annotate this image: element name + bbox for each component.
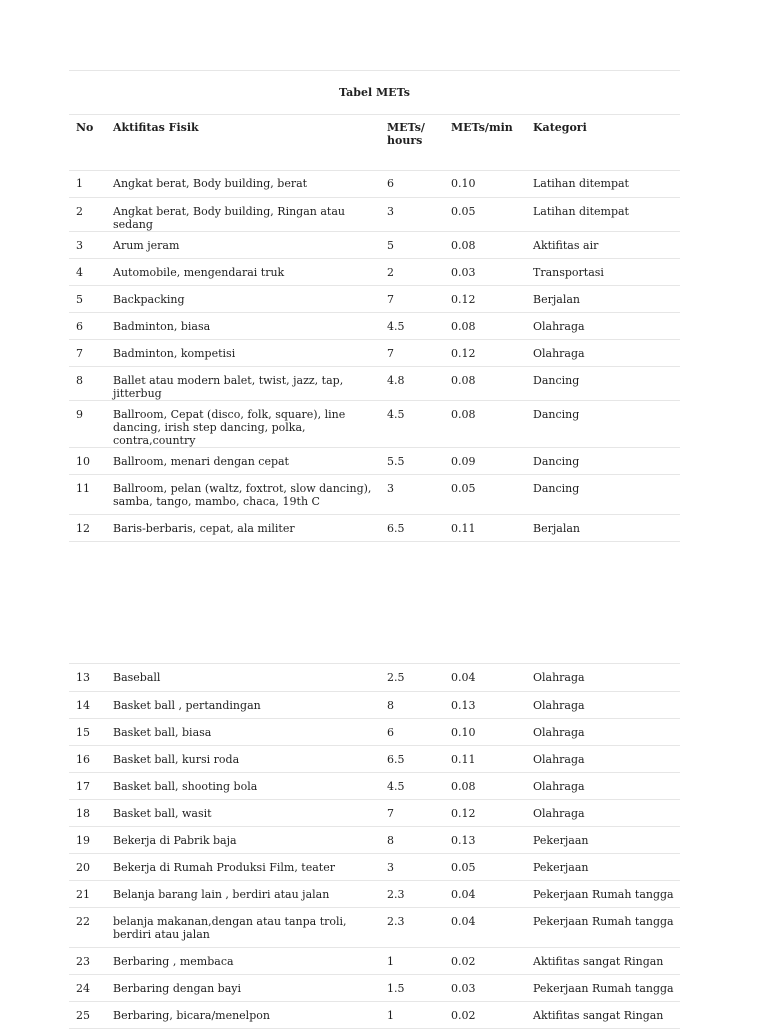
- category-name-cell: [533, 745, 680, 772]
- row-number: 9: [76, 407, 83, 421]
- row-number-cell: [69, 366, 113, 400]
- row-number: 11: [76, 481, 90, 495]
- table-title: Tabel METs: [69, 70, 680, 115]
- activity-name-cell: [113, 197, 387, 231]
- category-name: Dancing: [533, 373, 580, 387]
- category-name: Pekerjaan: [533, 860, 589, 874]
- category-name: Latihan ditempat: [533, 177, 629, 190]
- table-row: [69, 718, 680, 745]
- category-name: Dancing: [533, 454, 580, 468]
- row-number: 1: [76, 177, 83, 190]
- mets-per-hour: 2.3: [387, 914, 405, 928]
- mets-per-hour: 4.8: [387, 373, 405, 387]
- category-name: Olahraga: [533, 752, 585, 766]
- activity-name-cell: [113, 474, 387, 514]
- category-name-cell: [533, 772, 680, 799]
- row-number: 6: [76, 319, 83, 333]
- activity-name-cell: [113, 772, 387, 799]
- mets-per-minute: 0.04: [451, 887, 476, 901]
- mets-per-hour: 3: [387, 860, 394, 874]
- mets-per-hour: 2.3: [387, 887, 405, 901]
- row-number: 10: [76, 454, 90, 468]
- mets-per-minute: 0.11: [451, 752, 476, 766]
- mets-per-minute: 0.08: [451, 407, 476, 421]
- row-number: 16: [76, 752, 90, 766]
- row-number-cell: [69, 400, 113, 447]
- category-name: Dancing: [533, 481, 580, 495]
- mets-per-minute-cell: [451, 339, 533, 366]
- row-number: 8: [76, 373, 83, 387]
- mets-per-hour: 7: [387, 806, 394, 820]
- activity-name-cell: [113, 447, 387, 474]
- mets-per-minute-cell: [451, 799, 533, 826]
- mets-per-minute-cell: [451, 258, 533, 285]
- category-name: Berjalan: [533, 521, 580, 535]
- table-row: [69, 474, 680, 514]
- activity-name-cell: [113, 853, 387, 880]
- category-name: Olahraga: [533, 725, 585, 739]
- mets-per-hour-cell: [387, 312, 451, 339]
- row-number-cell: [69, 772, 113, 799]
- table-row: [69, 691, 680, 718]
- mets-per-minute: 0.10: [451, 725, 476, 739]
- category-name-cell: [533, 400, 680, 447]
- category-name-cell: [533, 853, 680, 880]
- row-number: 7: [76, 346, 83, 360]
- activity-name-cell: [113, 312, 387, 339]
- category-name-cell: [533, 880, 680, 907]
- mets-per-minute: 0.02: [451, 954, 476, 968]
- activity-name-cell: [113, 231, 387, 258]
- mets-per-hour-cell: [387, 826, 451, 853]
- table-row: [69, 339, 680, 366]
- mets-per-hour: 8: [387, 833, 394, 847]
- category-name-cell: [533, 474, 680, 514]
- category-name: Latihan ditempat: [533, 204, 629, 218]
- mets-per-minute: 0.05: [451, 481, 476, 495]
- row-number-cell: [69, 514, 113, 541]
- row-number-cell: [69, 170, 113, 197]
- mets-per-minute: 0.13: [451, 833, 476, 847]
- category-name-cell: [533, 285, 680, 312]
- activity-name: Arum jeram: [113, 238, 180, 252]
- mets-per-minute-cell: [451, 947, 533, 974]
- mets-per-minute-cell: [451, 197, 533, 231]
- activity-name: Ballroom, Cepat (disco, folk, square), line dancing, irish step dancing, polka, contra,country: [113, 407, 346, 447]
- mets-per-hour: 3: [387, 204, 394, 218]
- mets-per-minute-cell: [451, 366, 533, 400]
- mets-table-page-1: [69, 170, 680, 542]
- mets-per-minute-cell: [451, 664, 533, 691]
- mets-per-minute-cell: [451, 880, 533, 907]
- mets-per-minute-cell: [451, 718, 533, 745]
- category-name: Olahraga: [533, 779, 585, 793]
- category-name: Olahraga: [533, 806, 585, 820]
- row-number: 2: [76, 204, 83, 218]
- mets-per-minute-cell: [451, 745, 533, 772]
- table-row: [69, 312, 680, 339]
- row-number: 3: [76, 238, 83, 252]
- row-number-cell: [69, 447, 113, 474]
- row-number: 19: [76, 833, 90, 847]
- activity-name-cell: [113, 366, 387, 400]
- activity-name: Belanja barang lain , berdiri atau jalan: [113, 887, 330, 901]
- category-name-cell: [533, 312, 680, 339]
- activity-name: Ballroom, menari dengan cepat: [113, 454, 289, 468]
- table-row: [69, 826, 680, 853]
- mets-per-minute: 0.05: [451, 860, 476, 874]
- activity-name-cell: [113, 691, 387, 718]
- table-row: [69, 880, 680, 907]
- activity-name: Baseball: [113, 671, 161, 684]
- row-number-cell: [69, 826, 113, 853]
- row-number: 12: [76, 521, 90, 535]
- category-name: Berjalan: [533, 292, 580, 306]
- mets-per-hour-cell: [387, 880, 451, 907]
- row-number: 13: [76, 671, 90, 684]
- category-name-cell: [533, 231, 680, 258]
- mets-per-hour: 7: [387, 292, 394, 306]
- mets-per-hour: 4.5: [387, 407, 405, 421]
- table-row: [69, 447, 680, 474]
- activity-name: Backpacking: [113, 292, 185, 306]
- table-row: [69, 400, 680, 447]
- category-name-cell: [533, 514, 680, 541]
- mets-per-hour-cell: [387, 691, 451, 718]
- mets-per-minute-cell: [451, 285, 533, 312]
- activity-name: Basket ball , pertandingan: [113, 698, 261, 712]
- mets-per-hour: 5.5: [387, 454, 405, 468]
- table-row: [69, 231, 680, 258]
- row-number: 18: [76, 806, 90, 820]
- category-name-cell: [533, 339, 680, 366]
- activity-name-cell: [113, 514, 387, 541]
- activity-name-cell: [113, 170, 387, 197]
- table-row: [69, 197, 680, 231]
- activity-name: Ballet atau modern balet, twist, jazz, tap, jitterbug: [113, 373, 344, 400]
- mets-per-minute: 0.02: [451, 1008, 476, 1022]
- activity-name-cell: [113, 947, 387, 974]
- activity-name: Berbaring dengan bayi: [113, 981, 241, 995]
- activity-name: Basket ball, kursi roda: [113, 752, 240, 766]
- mets-per-hour-cell: [387, 285, 451, 312]
- header-category: Kategori: [533, 121, 587, 134]
- category-name: Dancing: [533, 407, 580, 421]
- mets-per-minute: 0.12: [451, 346, 476, 360]
- mets-per-hour: 7: [387, 346, 394, 360]
- mets-per-hour: 2.5: [387, 671, 405, 684]
- header-activity: Aktifitas Fisik: [113, 121, 199, 134]
- mets-per-minute-cell: [451, 170, 533, 197]
- category-name-cell: [533, 366, 680, 400]
- mets-per-hour-cell: [387, 447, 451, 474]
- mets-per-minute: 0.12: [451, 806, 476, 820]
- mets-per-minute-cell: [451, 853, 533, 880]
- category-name: Aktifitas sangat Ringan: [533, 954, 664, 968]
- category-name-cell: [533, 799, 680, 826]
- activity-name: belanja makanan,dengan atau tanpa troli, berdiri atau jalan: [113, 914, 347, 941]
- table-row: [69, 745, 680, 772]
- activity-name-cell: [113, 799, 387, 826]
- mets-table-page-2: [69, 664, 680, 1029]
- mets-per-hour-cell: [387, 947, 451, 974]
- row-number: 24: [76, 981, 90, 995]
- header-mets-hours: METs/ hours: [387, 121, 425, 147]
- activity-name-cell: [113, 285, 387, 312]
- category-name-cell: [533, 170, 680, 197]
- category-name: Pekerjaan: [533, 833, 589, 847]
- row-number-cell: [69, 312, 113, 339]
- mets-per-minute: 0.04: [451, 914, 476, 928]
- mets-per-minute: 0.11: [451, 521, 476, 535]
- activity-name-cell: [113, 718, 387, 745]
- row-number-cell: [69, 664, 113, 691]
- mets-per-hour-cell: [387, 514, 451, 541]
- mets-per-minute: 0.08: [451, 779, 476, 793]
- row-number: 15: [76, 725, 90, 739]
- mets-per-minute: 0.08: [451, 319, 476, 333]
- row-number: 22: [76, 914, 90, 928]
- mets-per-hour-cell: [387, 400, 451, 447]
- mets-per-minute-cell: [451, 907, 533, 947]
- category-name: Olahraga: [533, 698, 585, 712]
- row-number: 21: [76, 887, 90, 901]
- table-row: [69, 947, 680, 974]
- row-number: 4: [76, 265, 83, 279]
- mets-per-hour-cell: [387, 197, 451, 231]
- row-number: 20: [76, 860, 90, 874]
- mets-per-minute-cell: [451, 400, 533, 447]
- mets-per-minute-cell: [451, 974, 533, 1001]
- category-name-cell: [533, 826, 680, 853]
- activity-name-cell: [113, 258, 387, 285]
- activity-name-cell: [113, 880, 387, 907]
- row-number-cell: [69, 718, 113, 745]
- category-name: Pekerjaan Rumah tangga: [533, 914, 674, 928]
- category-name: Olahraga: [533, 346, 585, 360]
- activity-name: Badminton, biasa: [113, 319, 211, 333]
- mets-per-minute-cell: [451, 772, 533, 799]
- mets-per-minute: 0.03: [451, 981, 476, 995]
- category-name: Pekerjaan Rumah tangga: [533, 887, 674, 901]
- mets-per-hour: 5: [387, 238, 394, 252]
- header-no: No: [76, 121, 94, 134]
- category-name-cell: [533, 718, 680, 745]
- mets-per-hour-cell: [387, 258, 451, 285]
- category-name-cell: [533, 907, 680, 947]
- header-mets-min: METs/min: [451, 121, 513, 134]
- mets-per-hour-cell: [387, 772, 451, 799]
- activity-name-cell: [113, 974, 387, 1001]
- mets-per-minute-cell: [451, 447, 533, 474]
- mets-per-hour: 4.5: [387, 779, 405, 793]
- row-number: 17: [76, 779, 90, 793]
- table-row: [69, 853, 680, 880]
- category-name-cell: [533, 691, 680, 718]
- table-header-row: [69, 113, 680, 171]
- activity-name: Berbaring , membaca: [113, 954, 234, 968]
- category-name: Aktifitas sangat Ringan: [533, 1008, 664, 1022]
- category-name: Pekerjaan Rumah tangga: [533, 981, 674, 995]
- table-row: [69, 366, 680, 400]
- row-number: 25: [76, 1008, 90, 1022]
- row-number-cell: [69, 853, 113, 880]
- mets-per-hour: 6: [387, 725, 394, 739]
- row-number-cell: [69, 974, 113, 1001]
- row-number-cell: [69, 474, 113, 514]
- row-number-cell: [69, 691, 113, 718]
- mets-per-hour: 6.5: [387, 752, 405, 766]
- mets-per-hour-cell: [387, 231, 451, 258]
- table-row: [69, 285, 680, 312]
- mets-per-minute-cell: [451, 474, 533, 514]
- mets-per-minute-cell: [451, 826, 533, 853]
- activity-name-cell: [113, 907, 387, 947]
- activity-name-cell: [113, 339, 387, 366]
- category-name-cell: [533, 447, 680, 474]
- activity-name: Angkat berat, Body building, berat: [113, 177, 308, 190]
- mets-per-minute: 0.13: [451, 698, 476, 712]
- activity-name: Berbaring, bicara/menelpon: [113, 1008, 270, 1022]
- row-number-cell: [69, 745, 113, 772]
- activity-name-cell: [113, 664, 387, 691]
- activity-name: Automobile, mengendarai truk: [113, 265, 285, 279]
- mets-per-hour-cell: [387, 799, 451, 826]
- mets-per-minute-cell: [451, 514, 533, 541]
- mets-per-minute: 0.03: [451, 265, 476, 279]
- table-row: [69, 170, 680, 197]
- category-name-cell: [533, 258, 680, 285]
- mets-per-minute: 0.10: [451, 177, 476, 190]
- activity-name: Bekerja di Pabrik baja: [113, 833, 237, 847]
- mets-per-minute-cell: [451, 691, 533, 718]
- mets-per-hour-cell: [387, 718, 451, 745]
- mets-per-minute: 0.08: [451, 238, 476, 252]
- row-number-cell: [69, 799, 113, 826]
- mets-per-minute: 0.12: [451, 292, 476, 306]
- category-name-cell: [533, 947, 680, 974]
- activity-name: Badminton, kompetisi: [113, 346, 236, 360]
- category-name: Aktifitas air: [533, 238, 599, 252]
- table-row: [69, 974, 680, 1001]
- category-name: Olahraga: [533, 319, 585, 333]
- row-number-cell: [69, 231, 113, 258]
- category-name-cell: [533, 974, 680, 1001]
- mets-per-hour: 3: [387, 481, 394, 495]
- category-name: Olahraga: [533, 671, 585, 684]
- activity-name: Ballroom, pelan (waltz, foxtrot, slow dancing), samba, tango, mambo, chaca, 19th C: [113, 481, 372, 508]
- mets-per-minute: 0.09: [451, 454, 476, 468]
- row-number: 23: [76, 954, 90, 968]
- activity-name: Basket ball, wasit: [113, 806, 212, 820]
- mets-per-hour-cell: [387, 474, 451, 514]
- table-row: [69, 799, 680, 826]
- table-row: [69, 664, 680, 691]
- table-row: [69, 258, 680, 285]
- row-number: 14: [76, 698, 90, 712]
- mets-per-hour: 6.5: [387, 521, 405, 535]
- row-number-cell: [69, 907, 113, 947]
- row-number-cell: [69, 947, 113, 974]
- table-row: [69, 514, 680, 541]
- activity-name: Basket ball, shooting bola: [113, 779, 258, 793]
- row-number-cell: [69, 258, 113, 285]
- activity-name: Bekerja di Rumah Produksi Film, teater: [113, 860, 335, 874]
- mets-per-hour: 2: [387, 265, 394, 279]
- mets-per-hour-cell: [387, 366, 451, 400]
- activity-name: Angkat berat, Body building, Ringan atau sedang: [113, 204, 345, 231]
- activity-name-cell: [113, 400, 387, 447]
- mets-per-hour-cell: [387, 907, 451, 947]
- mets-per-minute-cell: [451, 312, 533, 339]
- activity-name-cell: [113, 745, 387, 772]
- row-number-cell: [69, 197, 113, 231]
- mets-per-hour-cell: [387, 664, 451, 691]
- mets-per-hour-cell: [387, 745, 451, 772]
- row-number-cell: [69, 339, 113, 366]
- row-number-cell: [69, 880, 113, 907]
- activity-name: Baris-berbaris, cepat, ala militer: [113, 521, 295, 535]
- mets-per-hour-cell: [387, 853, 451, 880]
- category-name-cell: [533, 664, 680, 691]
- mets-per-hour: 6: [387, 177, 394, 190]
- mets-per-minute: 0.05: [451, 204, 476, 218]
- mets-per-hour-cell: [387, 974, 451, 1001]
- row-number: 5: [76, 292, 83, 306]
- category-name: Transportasi: [533, 265, 604, 279]
- mets-per-hour: 1.5: [387, 981, 405, 995]
- mets-per-hour: 8: [387, 698, 394, 712]
- mets-per-hour: 4.5: [387, 319, 405, 333]
- mets-per-hour-cell: [387, 339, 451, 366]
- mets-per-hour: 1: [387, 954, 394, 968]
- mets-per-hour: 1: [387, 1008, 394, 1022]
- activity-name-cell: [113, 826, 387, 853]
- activity-name: Basket ball, biasa: [113, 725, 212, 739]
- mets-per-minute-cell: [451, 231, 533, 258]
- mets-per-minute: 0.04: [451, 671, 476, 684]
- category-name-cell: [533, 197, 680, 231]
- mets-per-hour-cell: [387, 170, 451, 197]
- row-number-cell: [69, 285, 113, 312]
- table-row: [69, 772, 680, 799]
- mets-per-minute: 0.08: [451, 373, 476, 387]
- table-row: [69, 907, 680, 947]
